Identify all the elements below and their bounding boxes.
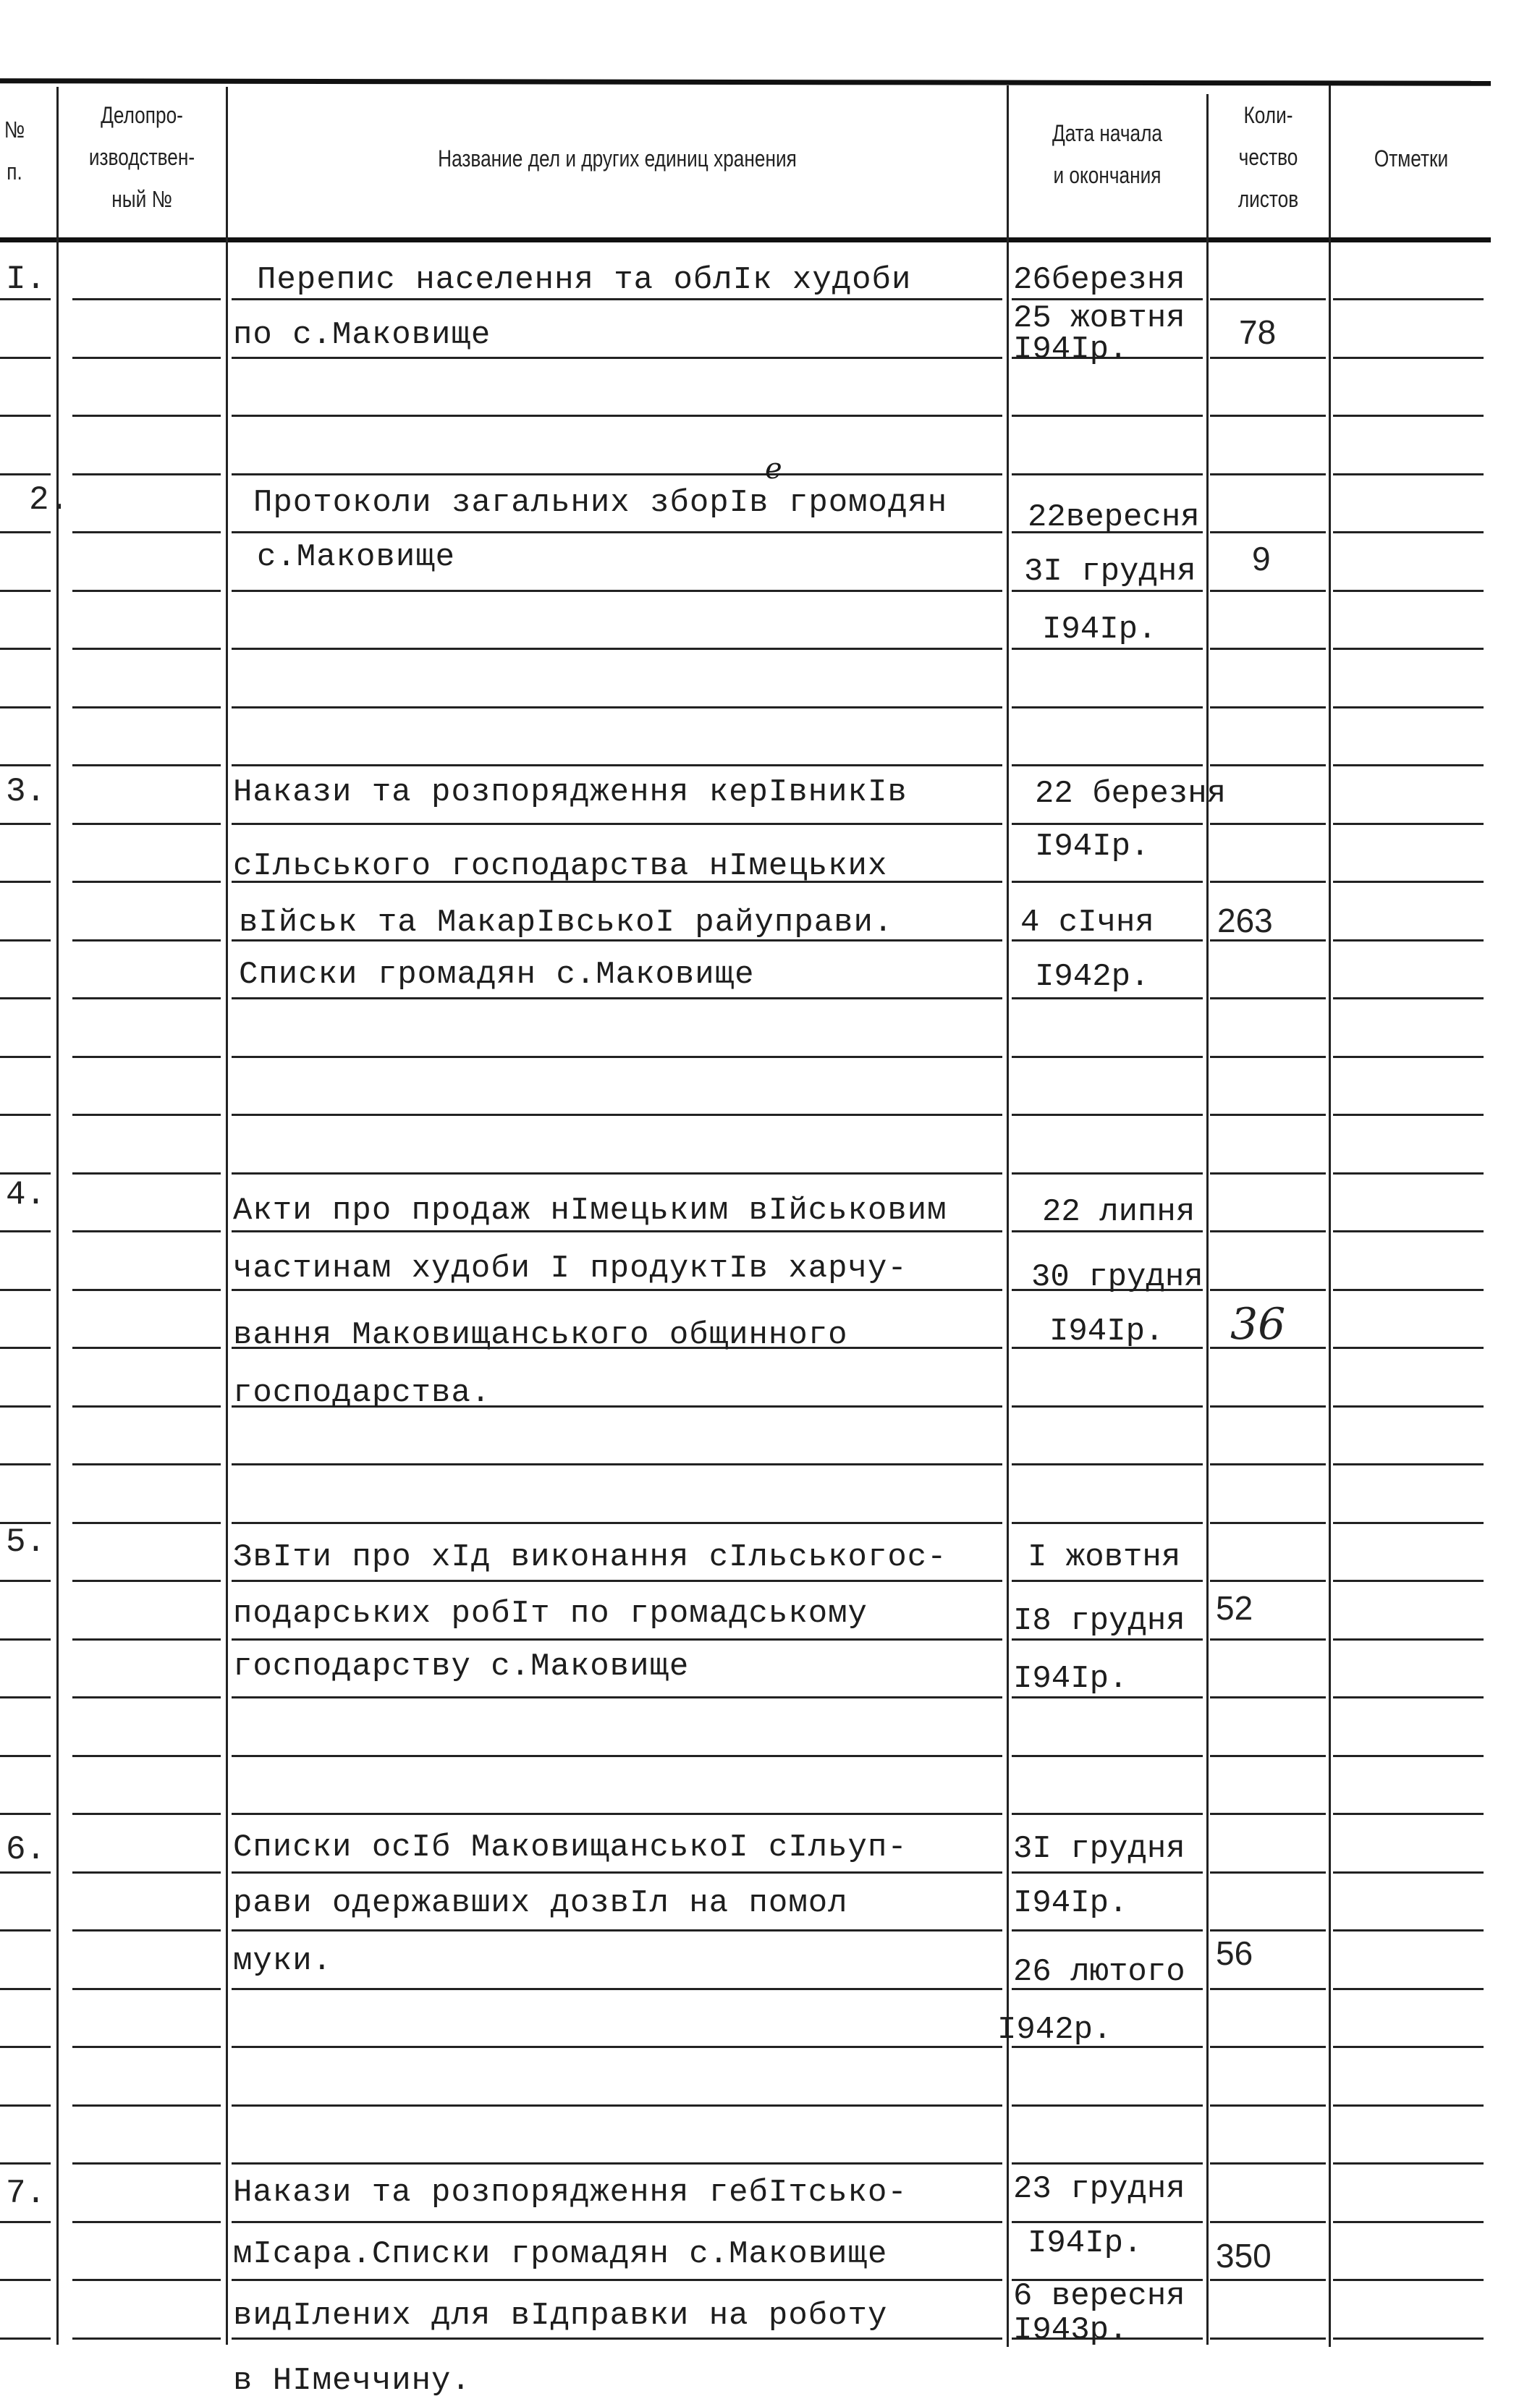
ruled-line [1012, 415, 1203, 417]
ruled-line [1210, 1580, 1326, 1582]
ruled-line [0, 1405, 51, 1408]
col-divider-2 [226, 87, 228, 2345]
ruled-line [72, 1755, 221, 1757]
ruled-line [0, 1580, 51, 1582]
ruled-line [1333, 1522, 1484, 1524]
row-date: I94Iр. [1028, 2225, 1143, 2262]
ruled-line [232, 1289, 1002, 1291]
ruled-line [1333, 2162, 1484, 2165]
ruled-line [1333, 2337, 1484, 2340]
ruled-line [1210, 357, 1326, 359]
ruled-line [232, 706, 1002, 708]
ruled-line [1210, 1114, 1326, 1116]
ruled-line [1333, 1580, 1484, 1582]
ruled-line [1210, 764, 1326, 766]
row-date: I94Iр. [1013, 1885, 1128, 1921]
ruled-line [1210, 997, 1326, 999]
ruled-line [72, 1230, 221, 1232]
ruled-line [72, 939, 221, 942]
ruled-line [1210, 1522, 1326, 1524]
ruled-line [1210, 1463, 1326, 1465]
ruled-line [72, 2046, 221, 2048]
ruled-line [1333, 764, 1484, 766]
ruled-line [1210, 881, 1326, 883]
ruled-line [1012, 706, 1203, 708]
row-title-line: по с.Маковище [233, 317, 491, 353]
row-date: I94Iр. [1042, 612, 1157, 648]
ruled-line [0, 1988, 51, 1990]
ruled-line [0, 298, 51, 300]
ruled-line [1333, 1347, 1484, 1349]
row-date: I8 грудня [1013, 1603, 1185, 1639]
ruled-line [232, 2162, 1002, 2165]
ruled-line [1333, 939, 1484, 942]
ruled-line [0, 1813, 51, 1815]
row-title-line: Накази та розпорядження гебIтсько- [233, 2175, 908, 2211]
ruled-line [1333, 997, 1484, 999]
ruled-line [1333, 298, 1484, 300]
ruled-line [0, 531, 51, 533]
ruled-line [232, 648, 1002, 650]
ruled-line [0, 473, 51, 475]
ruled-line [1012, 1871, 1203, 1874]
col-divider-3 [1007, 85, 1009, 2347]
ruled-line [1333, 1172, 1484, 1175]
ruled-line [72, 823, 221, 825]
ruled-line [72, 590, 221, 592]
header-office-num: Делопро- изводствен- ный № [88, 102, 195, 212]
ruled-line [1333, 1696, 1484, 1698]
row-date: 30 грудня [1031, 1259, 1203, 1295]
ruled-line [72, 1813, 221, 1815]
row-date: 26березня [1013, 262, 1185, 298]
ruled-line [1210, 2046, 1326, 2048]
row-date: I942р. [997, 2012, 1112, 2048]
ruled-line [1012, 2221, 1203, 2223]
ruled-line [72, 2337, 221, 2340]
ruled-line [232, 1580, 1002, 1582]
ruled-line [1210, 2221, 1326, 2223]
ruled-line [232, 1755, 1002, 1757]
ruled-line [1333, 1871, 1484, 1874]
row-date: I жовтня [1028, 1539, 1181, 1575]
ruled-line [232, 823, 1002, 825]
ruled-line [72, 357, 221, 359]
ruled-line [0, 1347, 51, 1349]
ruled-line [1210, 1988, 1326, 1990]
ruled-line [232, 2221, 1002, 2223]
ruled-line [1333, 706, 1484, 708]
ruled-line [72, 706, 221, 708]
row-date: 3I грудня [1013, 1831, 1185, 1867]
row-title-line: частинам худоби I продуктIв харчу- [233, 1251, 908, 1287]
header-notes: Отметки [1374, 145, 1449, 172]
ruled-line [1210, 298, 1326, 300]
ruled-line [1333, 357, 1484, 359]
row-title-line: мIсара.Списки громадян с.Маковище [233, 2236, 888, 2272]
ruled-line [0, 881, 51, 883]
row-number: 2. [29, 481, 69, 519]
row-title-line: господарству с.Маковище [233, 1649, 690, 1685]
ruled-line [72, 2221, 221, 2223]
ruled-line [0, 1172, 51, 1175]
ruled-line [72, 1580, 221, 1582]
row-number: 6. [6, 1831, 46, 1869]
header-bottom-rule [0, 237, 1491, 242]
row-title-line: господарства. [233, 1375, 491, 1411]
row-title-line: Списки громадян с.Маковище [239, 957, 755, 993]
ruled-line [1210, 2162, 1326, 2165]
ruled-line [0, 648, 51, 650]
ruled-line [0, 2221, 51, 2223]
ruled-line [0, 1755, 51, 1757]
col-divider-5 [1329, 85, 1331, 2347]
ruled-line [72, 1114, 221, 1116]
ruled-line [232, 2104, 1002, 2107]
ruled-line [232, 2046, 1002, 2048]
row-sheet-count: 52 [1216, 1589, 1253, 1627]
ruled-line [72, 764, 221, 766]
ruled-line [1333, 1463, 1484, 1465]
ruled-line [1333, 1988, 1484, 1990]
ruled-line [0, 1696, 51, 1698]
ruled-line [1210, 2104, 1326, 2107]
ruled-line [1333, 1813, 1484, 1815]
row-title-line: Списки осIб МаковищанськоI сIльуп- [233, 1829, 908, 1866]
row-title-line: сIльського господарства нIмецьких [233, 848, 888, 884]
ruled-line [1012, 764, 1203, 766]
ruled-line [0, 357, 51, 359]
ruled-line [1333, 1638, 1484, 1641]
row-title-line: рави одержавших дозвIл на помол [233, 1885, 848, 1921]
ruled-line [1210, 590, 1326, 592]
col-divider-4 [1206, 94, 1209, 2345]
ruled-line [0, 1638, 51, 1641]
ruled-line [1210, 2337, 1326, 2340]
ruled-line [232, 1172, 1002, 1175]
ruled-line [72, 1638, 221, 1641]
ruled-line [0, 1230, 51, 1232]
ruled-line [72, 2162, 221, 2165]
row-sheet-count: 56 [1216, 1934, 1253, 1972]
ruled-line [0, 997, 51, 999]
ruled-line [0, 1871, 51, 1874]
ruled-line [1333, 648, 1484, 650]
row-number: 7. [6, 2175, 46, 2212]
ruled-line [1012, 997, 1203, 999]
ruled-line [1012, 648, 1203, 650]
ruled-line [1012, 1405, 1203, 1408]
ruled-line [0, 1056, 51, 1058]
ruled-line [0, 1114, 51, 1116]
ruled-line [1210, 1172, 1326, 1175]
ruled-line [1333, 415, 1484, 417]
row-date: 22 липня [1042, 1194, 1196, 1230]
row-title-line: ЗвIти про хIд виконання сIльськогос- [233, 1539, 947, 1575]
ruled-line [232, 1114, 1002, 1116]
ruled-line [72, 415, 221, 417]
ruled-line [1210, 1929, 1326, 1932]
ruled-line [1333, 531, 1484, 533]
ruled-line [1333, 1114, 1484, 1116]
ruled-line [72, 531, 221, 533]
row-date: 3I грудня [1024, 554, 1196, 590]
ruled-line [0, 2162, 51, 2165]
row-title-line: Протоколи загальних зборIв громодян [253, 485, 948, 521]
row-date: 26 лютого [1013, 1954, 1185, 1990]
ruled-line [1012, 2104, 1203, 2107]
ruled-line [72, 473, 221, 475]
ruled-line [72, 1463, 221, 1465]
row-sheet-count: 350 [1216, 2237, 1272, 2275]
ruled-line [1012, 1463, 1203, 1465]
row-date: I94Iр. [1013, 1661, 1128, 1697]
ruled-line [1210, 1056, 1326, 1058]
ruled-line [232, 531, 1002, 533]
row-date: 4 сIчня [1020, 905, 1154, 941]
ruled-line [1012, 2162, 1203, 2165]
ruled-line [1210, 1289, 1326, 1291]
row-title-line: вIйськ та МакарIвськоI райуправи. [239, 905, 894, 941]
ruled-line [72, 1405, 221, 1408]
header-title: Название дел и других единиц хранения [438, 145, 797, 172]
header-dates: Дата начала и окончания [1052, 120, 1163, 188]
ruled-line [1210, 473, 1326, 475]
row-title-line: Перепис населення та облIк худоби [257, 262, 912, 298]
ruled-line [1012, 823, 1203, 825]
ruled-line [232, 1463, 1002, 1465]
row-number: 3. [6, 773, 46, 811]
row-title-line: в НIмеччину. [233, 2363, 471, 2399]
ruled-line [1333, 2046, 1484, 2048]
ruled-line [232, 997, 1002, 999]
ruled-line [1333, 1289, 1484, 1291]
ruled-line [232, 1929, 1002, 1932]
ruled-line [0, 1289, 51, 1291]
ruled-line [1012, 1580, 1203, 1582]
ruled-line [1210, 1871, 1326, 1874]
row-sheet-count: 263 [1217, 902, 1273, 939]
ruled-line [0, 764, 51, 766]
row-date: I94Iр. [1013, 331, 1128, 368]
row-date: I94Iр. [1035, 829, 1150, 865]
ruled-line [0, 706, 51, 708]
row-sheet-count-handwritten: 36 [1230, 1299, 1286, 1350]
ruled-line [232, 1871, 1002, 1874]
ruled-line [1012, 1522, 1203, 1524]
ruled-line [1210, 1813, 1326, 1815]
row-title-line: подарських робIт по громадському [233, 1596, 868, 1632]
ruled-line [232, 764, 1002, 766]
ruled-line [1333, 1755, 1484, 1757]
ruled-line [72, 2279, 221, 2281]
ruled-line [72, 648, 221, 650]
col-divider-1 [56, 87, 59, 2345]
header-num: № п. [4, 117, 25, 185]
row-date: 23 грудня [1013, 2171, 1185, 2207]
ruled-line [1012, 590, 1203, 592]
row-sheet-count: 9 [1252, 540, 1271, 577]
row-title-line: Накази та розпорядження керIвникIв [233, 774, 908, 811]
ruled-line [1210, 648, 1326, 650]
ruled-line [1012, 1172, 1203, 1175]
ruled-line [0, 939, 51, 942]
ruled-line [0, 2337, 51, 2340]
ruled-line [72, 881, 221, 883]
ruled-line [1333, 2279, 1484, 2281]
ruled-line [1210, 1405, 1326, 1408]
row-title-line: муки. [233, 1943, 333, 1979]
ruled-line [72, 1696, 221, 1698]
ruled-line [232, 1522, 1002, 1524]
ruled-line [1012, 1230, 1203, 1232]
ruled-line [72, 2104, 221, 2107]
ruled-line [232, 357, 1002, 359]
ruled-line [1012, 1929, 1203, 1932]
ruled-line [72, 1347, 221, 1349]
ruled-line [232, 2279, 1002, 2281]
ruled-line [1333, 1929, 1484, 1932]
ruled-line [0, 2046, 51, 2048]
ruled-line [0, 590, 51, 592]
row-date: 22вересня [1028, 499, 1200, 536]
ruled-line [72, 1929, 221, 1932]
ruled-line [1210, 1755, 1326, 1757]
ruled-line [1012, 881, 1203, 883]
row-number: I. [6, 261, 46, 298]
ruled-line [0, 1463, 51, 1465]
ruled-line [72, 1172, 221, 1175]
header-top-rule [0, 78, 1491, 86]
ruled-line [1210, 531, 1326, 533]
row-number: 4. [6, 1176, 46, 1214]
row-title-line: Акти про продаж нIмецьким вIйськовим [233, 1193, 947, 1229]
ruled-line [1333, 2104, 1484, 2107]
ruled-line [232, 1056, 1002, 1058]
ruled-line [0, 415, 51, 417]
row-sheet-count: 78 [1239, 313, 1277, 351]
ruled-line [232, 2337, 1002, 2340]
row-date: 6 вересня [1013, 2278, 1185, 2314]
ruled-line [0, 2279, 51, 2281]
ruled-line [232, 1230, 1002, 1232]
ruled-line [1333, 881, 1484, 883]
row-date: I94Iр. [1049, 1313, 1164, 1350]
ruled-line [0, 2104, 51, 2107]
ruled-line [1210, 1696, 1326, 1698]
ruled-line [0, 823, 51, 825]
row-title-line: вання Маковищанського общинного [233, 1317, 848, 1353]
header-count: Коли- чество листов [1238, 102, 1299, 212]
ruled-line [1210, 1230, 1326, 1232]
ruled-line [1012, 1056, 1203, 1058]
ruled-line [232, 590, 1002, 592]
ruled-line [232, 1638, 1002, 1641]
ruled-line [1333, 1056, 1484, 1058]
ruled-line [1333, 2221, 1484, 2223]
ruled-line [232, 1813, 1002, 1815]
ruled-line [232, 415, 1002, 417]
ruled-line [1012, 1813, 1203, 1815]
row-date: 22 березня [1035, 776, 1227, 812]
ruled-line [232, 1988, 1002, 1990]
ruled-line [1333, 1405, 1484, 1408]
ruled-line [232, 1696, 1002, 1698]
ruled-line [72, 298, 221, 300]
row-date: 25 жовтня [1013, 300, 1185, 337]
ruled-line [0, 1929, 51, 1932]
ruled-line [232, 298, 1002, 300]
ruled-line [1012, 473, 1203, 475]
ruled-line [1210, 706, 1326, 708]
ruled-line [1333, 1230, 1484, 1232]
ruled-line [1333, 590, 1484, 592]
row-number: 5. [6, 1523, 46, 1561]
ruled-line [1012, 1114, 1203, 1116]
ruled-line [72, 1056, 221, 1058]
row-title-line: видIлених для вIдправки на роботу [233, 2298, 888, 2334]
ruled-line [72, 1522, 221, 1524]
ruled-line [72, 1289, 221, 1291]
ruled-line [72, 997, 221, 999]
handwritten-correction: е [765, 452, 782, 486]
row-title-line: с.Маковище [257, 539, 456, 575]
row-date: I942р. [1035, 959, 1150, 995]
ruled-line [1012, 1755, 1203, 1757]
ruled-line [72, 1988, 221, 1990]
ruled-line [1210, 823, 1326, 825]
ruled-line [1333, 823, 1484, 825]
row-date: I943р. [1013, 2312, 1128, 2348]
ruled-line [232, 473, 1002, 475]
ruled-line [72, 1871, 221, 1874]
ruled-line [1210, 415, 1326, 417]
ruled-line [1333, 473, 1484, 475]
ruled-line [1210, 2279, 1326, 2281]
ruled-line [1210, 1638, 1326, 1641]
